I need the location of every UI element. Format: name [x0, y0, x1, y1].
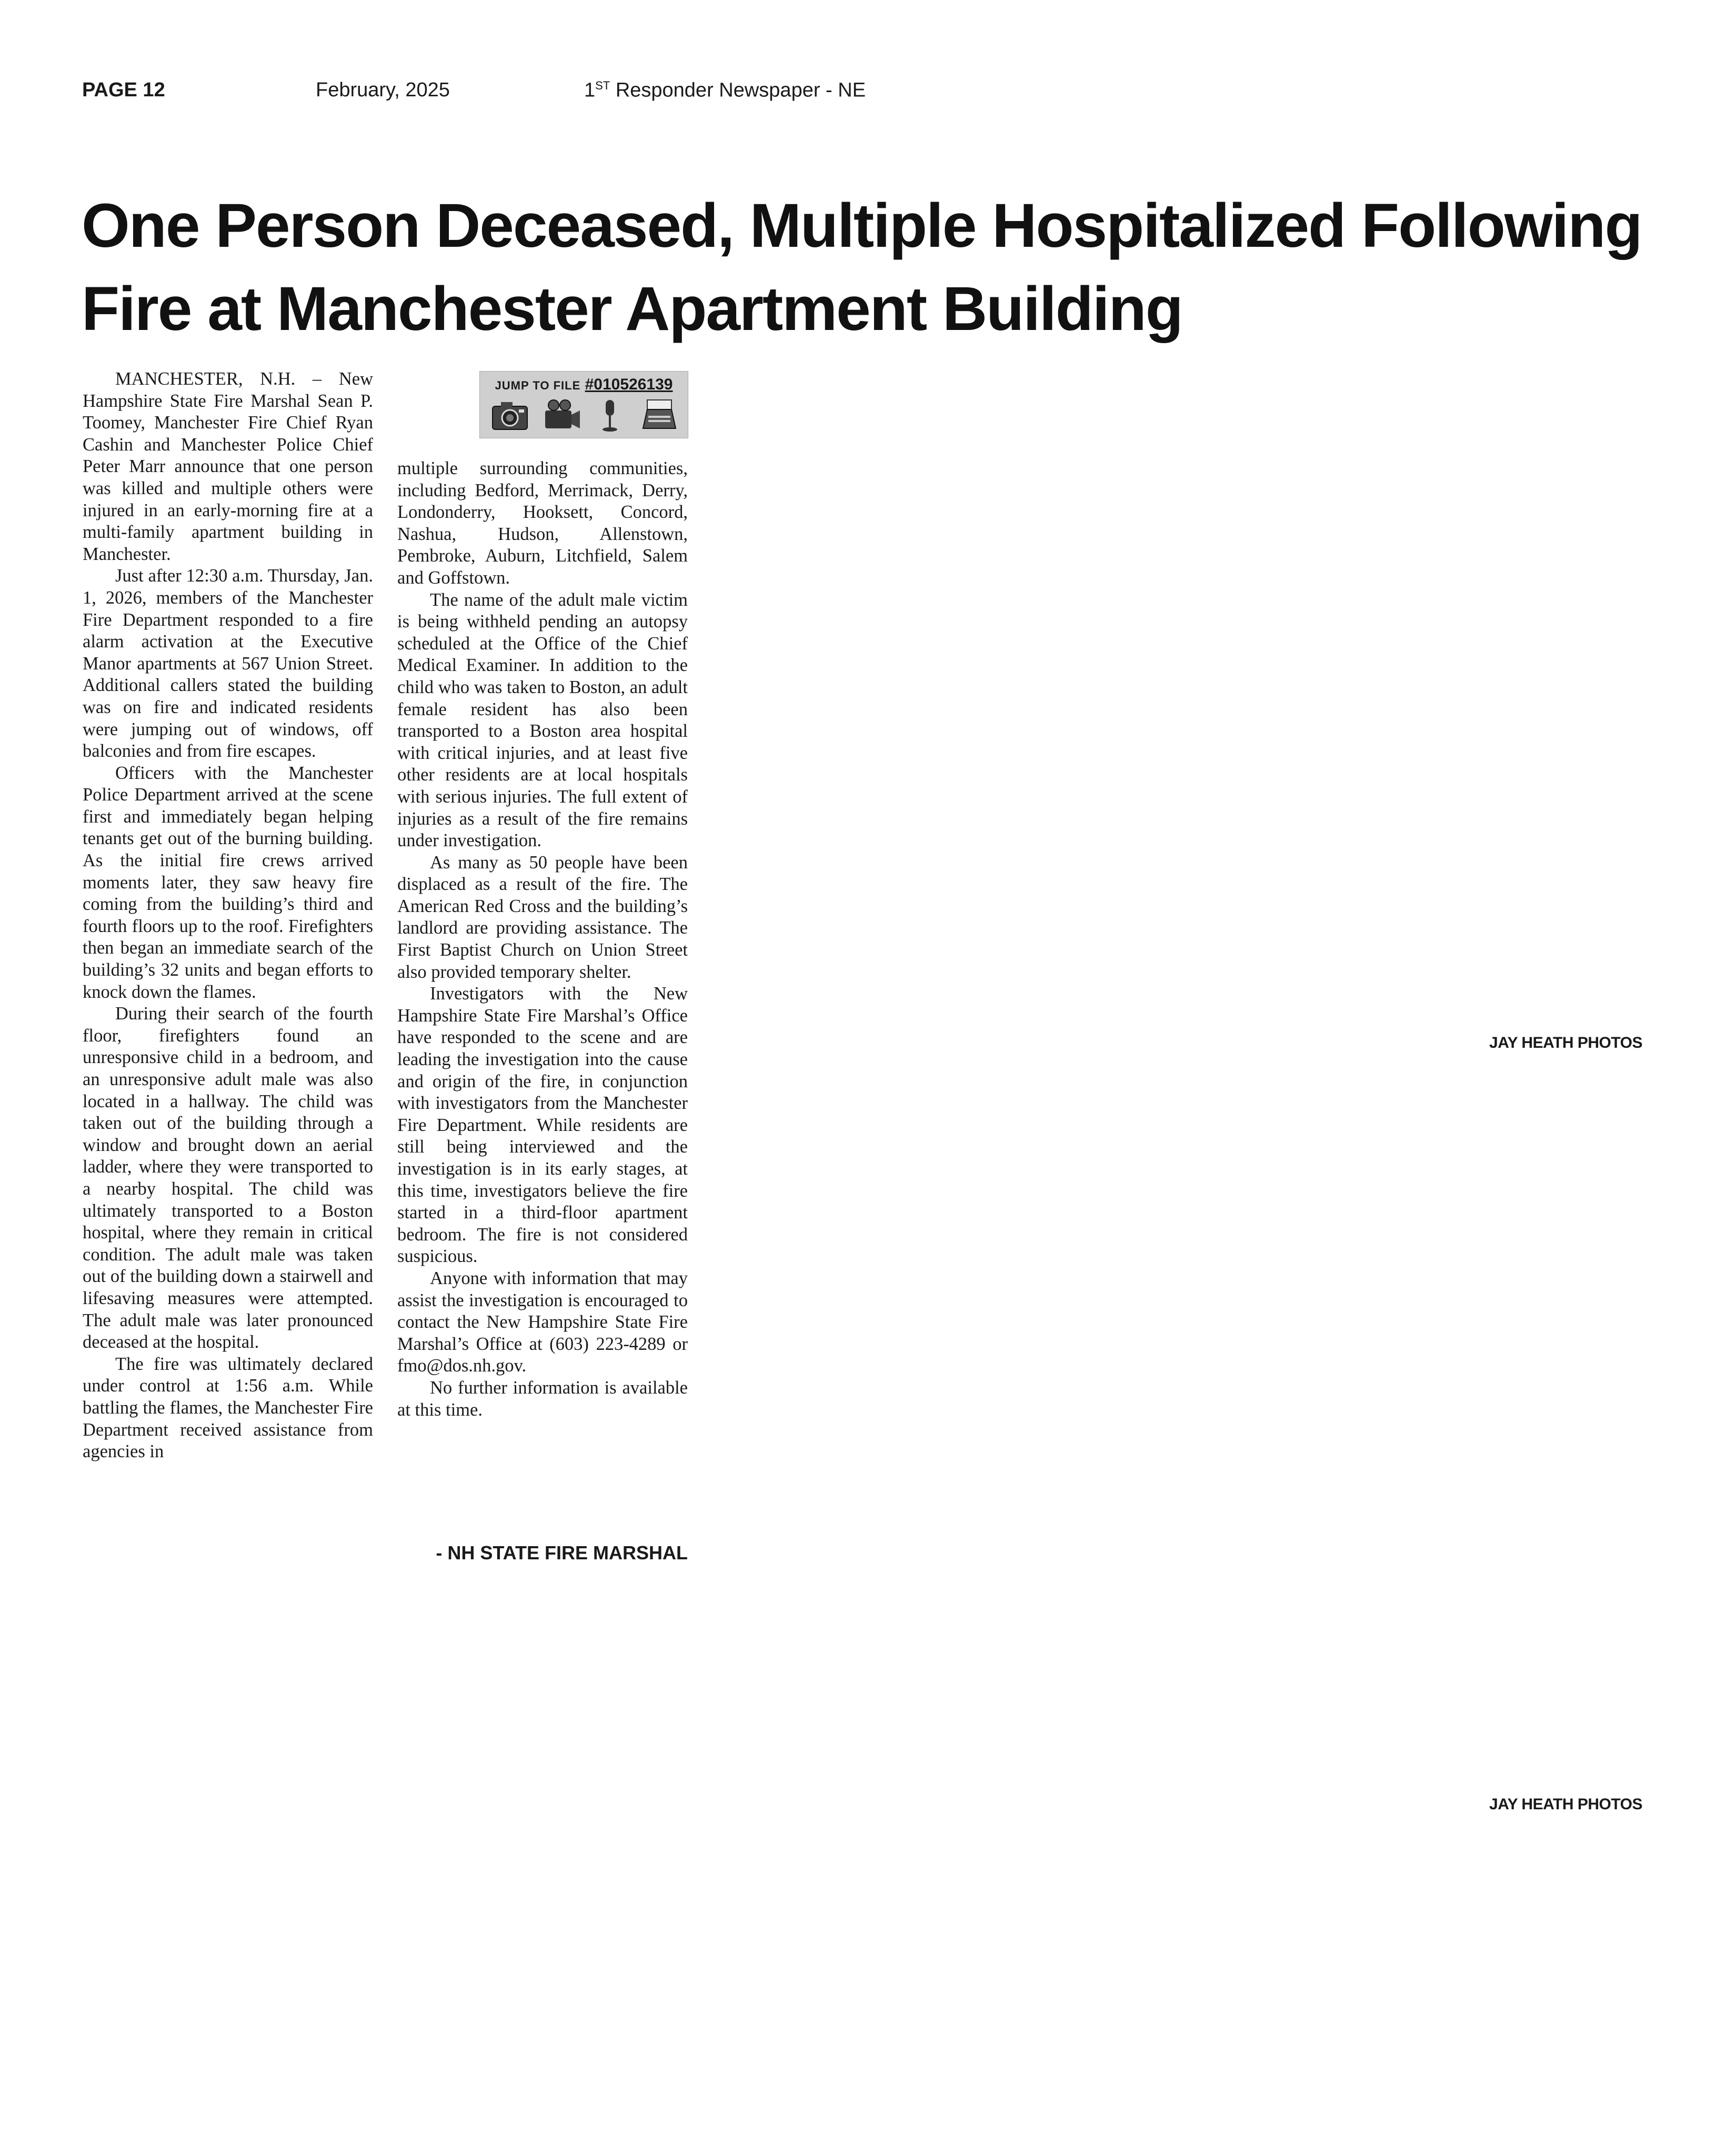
article-byline: - NH STATE FIRE MARSHAL: [436, 1542, 688, 1564]
page-header: [0, 79, 1736, 111]
paper-number: 1: [584, 79, 596, 102]
paper-ordinal: ST: [595, 79, 610, 92]
jump-to-file-box[interactable]: [479, 371, 688, 438]
article-column-2: [397, 458, 688, 1421]
page-number: PAGE 12: [82, 79, 165, 101]
paragraph: multiple surrounding communities, including Bedford, Merrimack, Derry, Londonderry, Hooksett, Concord, Nashua, Hudson, Allenstown, Pembroke, Auburn, Litchfield, Salem and Goffstown.: [397, 458, 688, 588]
jump-to-file-label: [480, 376, 688, 394]
paper-title: Responder Newspaper - NE: [610, 79, 866, 102]
paragraph: No further information is available at this time.: [397, 1377, 688, 1420]
paragraph: During their search of the fourth floor, firefighters found an unresponsive child in a bedroom, and an unresponsive adult male was also located in a hallway. The child was taken out of the building through a window and brought down an aerial ladder, where they were transported to a nearby hospital. The child was ultimately transported to a Boston hospital, where they remain in critical condition. The adult male was taken out of the building down a stairwell and lifesaving measures were attempted. The adult male was later pronounced deceased at the hospital.: [83, 1004, 373, 1352]
paragraph: Just after 12:30 a.m. Thursday, Jan. 1, 2026, members of the Manchester Fire Department responded to a fire alarm activation at the Executive Manor apartments at 567 Union Street. Additional callers stated the building was on fire and indicated residents were jumping out of windows, off balconies and from fire escapes.: [83, 566, 373, 762]
paragraph: The fire was ultimately declared under control at 1:56 a.m. While battling the flames, the Manchester Fire Department received assistance from agencies in: [83, 1354, 373, 1462]
paragraph: As many as 50 people have been displaced as a result of the fire. The American Red Cross and the building’s landlord are providing assistance. The First Baptist Church on Union Street also provided temporary shelter.: [397, 852, 688, 982]
microphone-icon[interactable]: [597, 398, 623, 433]
typewriter-icon[interactable]: [640, 398, 679, 433]
photo-credit: JAY HEATH PHOTOS: [1489, 1034, 1642, 1051]
camera-icon[interactable]: [490, 398, 529, 433]
article-headline: One Person Deceased, Multiple Hospitalized Following Fire at Manchester Apartment Building: [82, 191, 1642, 344]
video-camera-icon[interactable]: [542, 398, 582, 433]
jump-file-link[interactable]: #010526139: [585, 376, 673, 393]
article-column-1: [83, 368, 373, 1463]
jump-label-text: JUMP TO FILE: [495, 379, 581, 392]
newspaper-name: [584, 79, 866, 102]
paragraph: The name of the adult male victim is being withheld pending an autopsy scheduled at the Office of the Chief Medical Examiner. In addition to the child who was taken to Boston, an adult female resident has also been transported to a Boston area hospital with critical injuries, and at least five other residents are at local hospitals with serious injuries. The full extent of injuries as a result of the fire remains under investigation.: [397, 589, 688, 851]
paragraph: MANCHESTER, N.H. – New Hampshire State Fire Marshal Sean P. Toomey, Manchester Fire Chief Ryan Cashin and Manchester Police Chief Peter Marr announce that one person was killed and multiple others were injured in an early-morning fire at a multi-family apartment building in Manchester.: [83, 369, 373, 564]
media-icons: [487, 398, 680, 435]
photo-credit: JAY HEATH PHOTOS: [1489, 1796, 1642, 1813]
paragraph: Anyone with information that may assist the investigation is encouraged to contact the New Hampshire State Fire Marshal’s Office at (603) 223-4289 or fmo@dos.nh.gov.: [397, 1268, 688, 1376]
issue-date: February, 2025: [316, 79, 450, 101]
paragraph: Officers with the Manchester Police Department arrived at the scene first and immediately began helping tenants get out of the burning building. As the initial fire crews arrived moments later, they saw heavy fire coming from the building’s third and fourth floors up to the roof. Firefighters then began an immediate search of the building’s 32 units and began efforts to knock down the flames.: [83, 763, 373, 1002]
paragraph: Investigators with the New Hampshire State Fire Marshal’s Office have responded to the scene and are leading the investigation into the cause and origin of the fire, in conjunction with investigators from the Manchester Fire Department. While residents are still being interviewed and the investigation is in its early stages, at this time, investigators believe the fire started in a third-floor apartment bedroom. The fire is not considered suspicious.: [397, 984, 688, 1267]
